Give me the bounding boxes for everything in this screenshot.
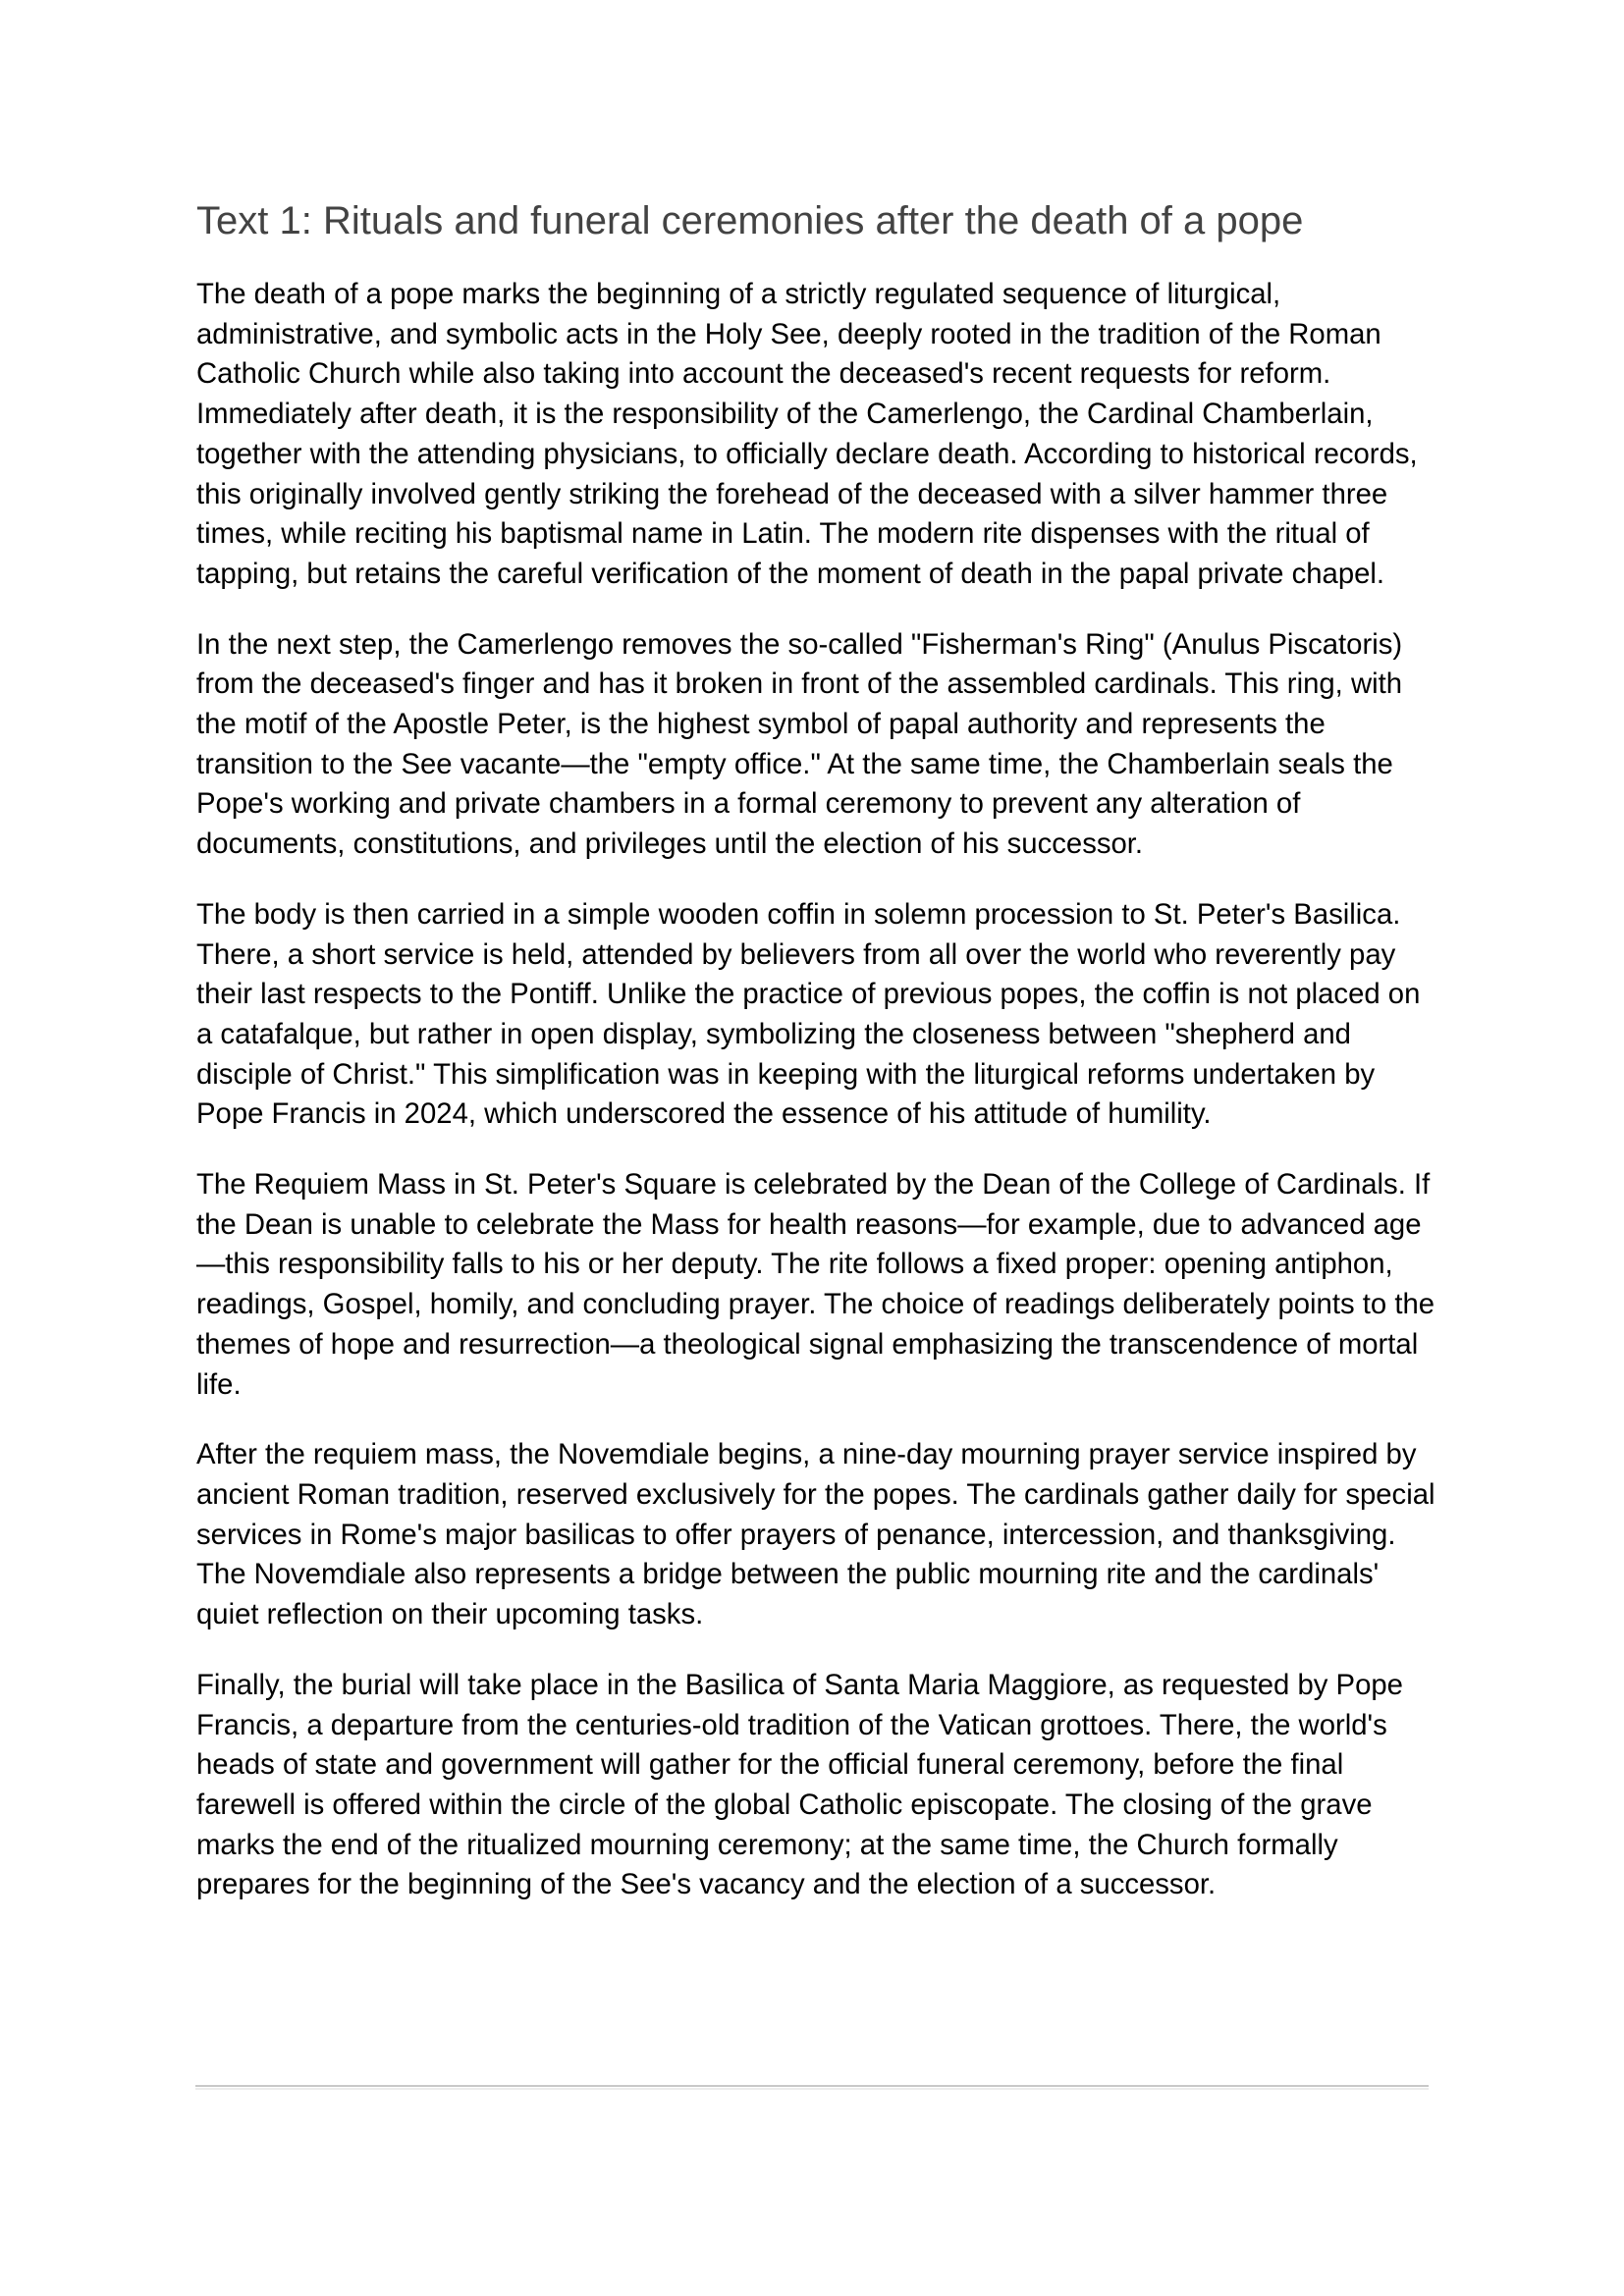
paragraph-death-declaration: The death of a pope marks the beginning of a strictly regulated sequence of liturgical, administrative, and symbolic acts in the Holy See, deeply rooted in the tradition of the Roman Catholic Church while also taking into account the deceased's recent requests for reform. Immediately after death, it is the responsibility of the Camerlengo, the Cardinal Chamberlain, together with the attending physicians, to officially declare death. According to historical records, this originally involved gently striking the forehead of the deceased with a silver hammer three times, while reciting his baptismal name in Latin. The modern rite dispenses with the ritual of tapping, but retains the careful verification of the moment of death in the papal private chapel. [196,278,1418,590]
paragraph-procession: The body is then carried in a simple wooden coffin in solemn procession to St. Peter's Basilica. There, a short service is held, attended by believers from all over the world who reverently pay their last respects to the Pontiff. Unlike the practice of previous popes, the coffin is not placed on a catafalque, but rather in open display, symbolizing the closeness between "shepherd and disciple of Christ." This simplification was in keeping with the liturgical reforms undertaken by Pope Francis in 2024, which underscored the essence of his attitude of humility. [196,897,1421,1131]
paragraph-fishermans-ring: In the next step, the Camerlengo removes the so-called "Fisherman's Ring" (Anulus Piscatoris) from the deceased's finger and has it broken in front of the assembled cardinals. This ring, with the motif of the Apostle Peter, is the highest symbol of papal authority and represents the transition to the See vacante—the "empty office." At the same time, the Chamberlain seals the Pope's working and private chambers in a formal ceremony to prevent any alteration of documents, constitutions, and privileges until the election of his successor. [196,627,1403,861]
spacer [196,1635,1443,1666]
horizontal-divider [195,2085,1429,2090]
document-page [196,192,1443,1905]
spacer [196,1405,1443,1435]
document-title: Text 1: Rituals and funeral ceremonies after the death of a pope [196,199,1304,242]
spacer [196,1135,1443,1165]
spacer [196,595,1443,625]
paragraph-requiem-mass: The Requiem Mass in St. Peter's Square is celebrated by the Dean of the College of Cardinals. If the Dean is unable to celebrate the Mass for health reasons—for example, due to advanced age—this responsibility falls to his or her deputy. The rite follows a fixed proper: opening antiphon, readings, Gospel, homily, and concluding prayer. The choice of readings deliberately points to the themes of hope and resurrection—a theological signal emphasizing the transcendence of mortal life. [196,1168,1435,1401]
paragraph-burial: Finally, the burial will take place in the Basilica of Santa Maria Maggiore, as requested by Pope Francis, a departure from the centuries-old tradition of the Vatican grottoes. There, the world's heads of state and government will gather for the official funeral ceremony, before the final farewell is offered within the circle of the global Catholic episcopate. The closing of the grave marks the end of the ritualized mourning ceremony; at the same time, the Church formally prepares for the beginning of the See's vacancy and the election of a successor. [196,1668,1403,1901]
paragraph-novemdiale: After the requiem mass, the Novemdiale begins, a nine-day mourning prayer service inspired by ancient Roman tradition, reserved exclusively for the popes. The cardinals gather daily for special services in Rome's major basilicas to offer prayers of penance, intercession, and thanksgiving. The Novemdiale also represents a bridge between the public mourning rite and the cardinals' quiet reflection on their upcoming tasks. [196,1438,1435,1631]
spacer [196,865,1443,895]
spacer [196,249,1443,275]
